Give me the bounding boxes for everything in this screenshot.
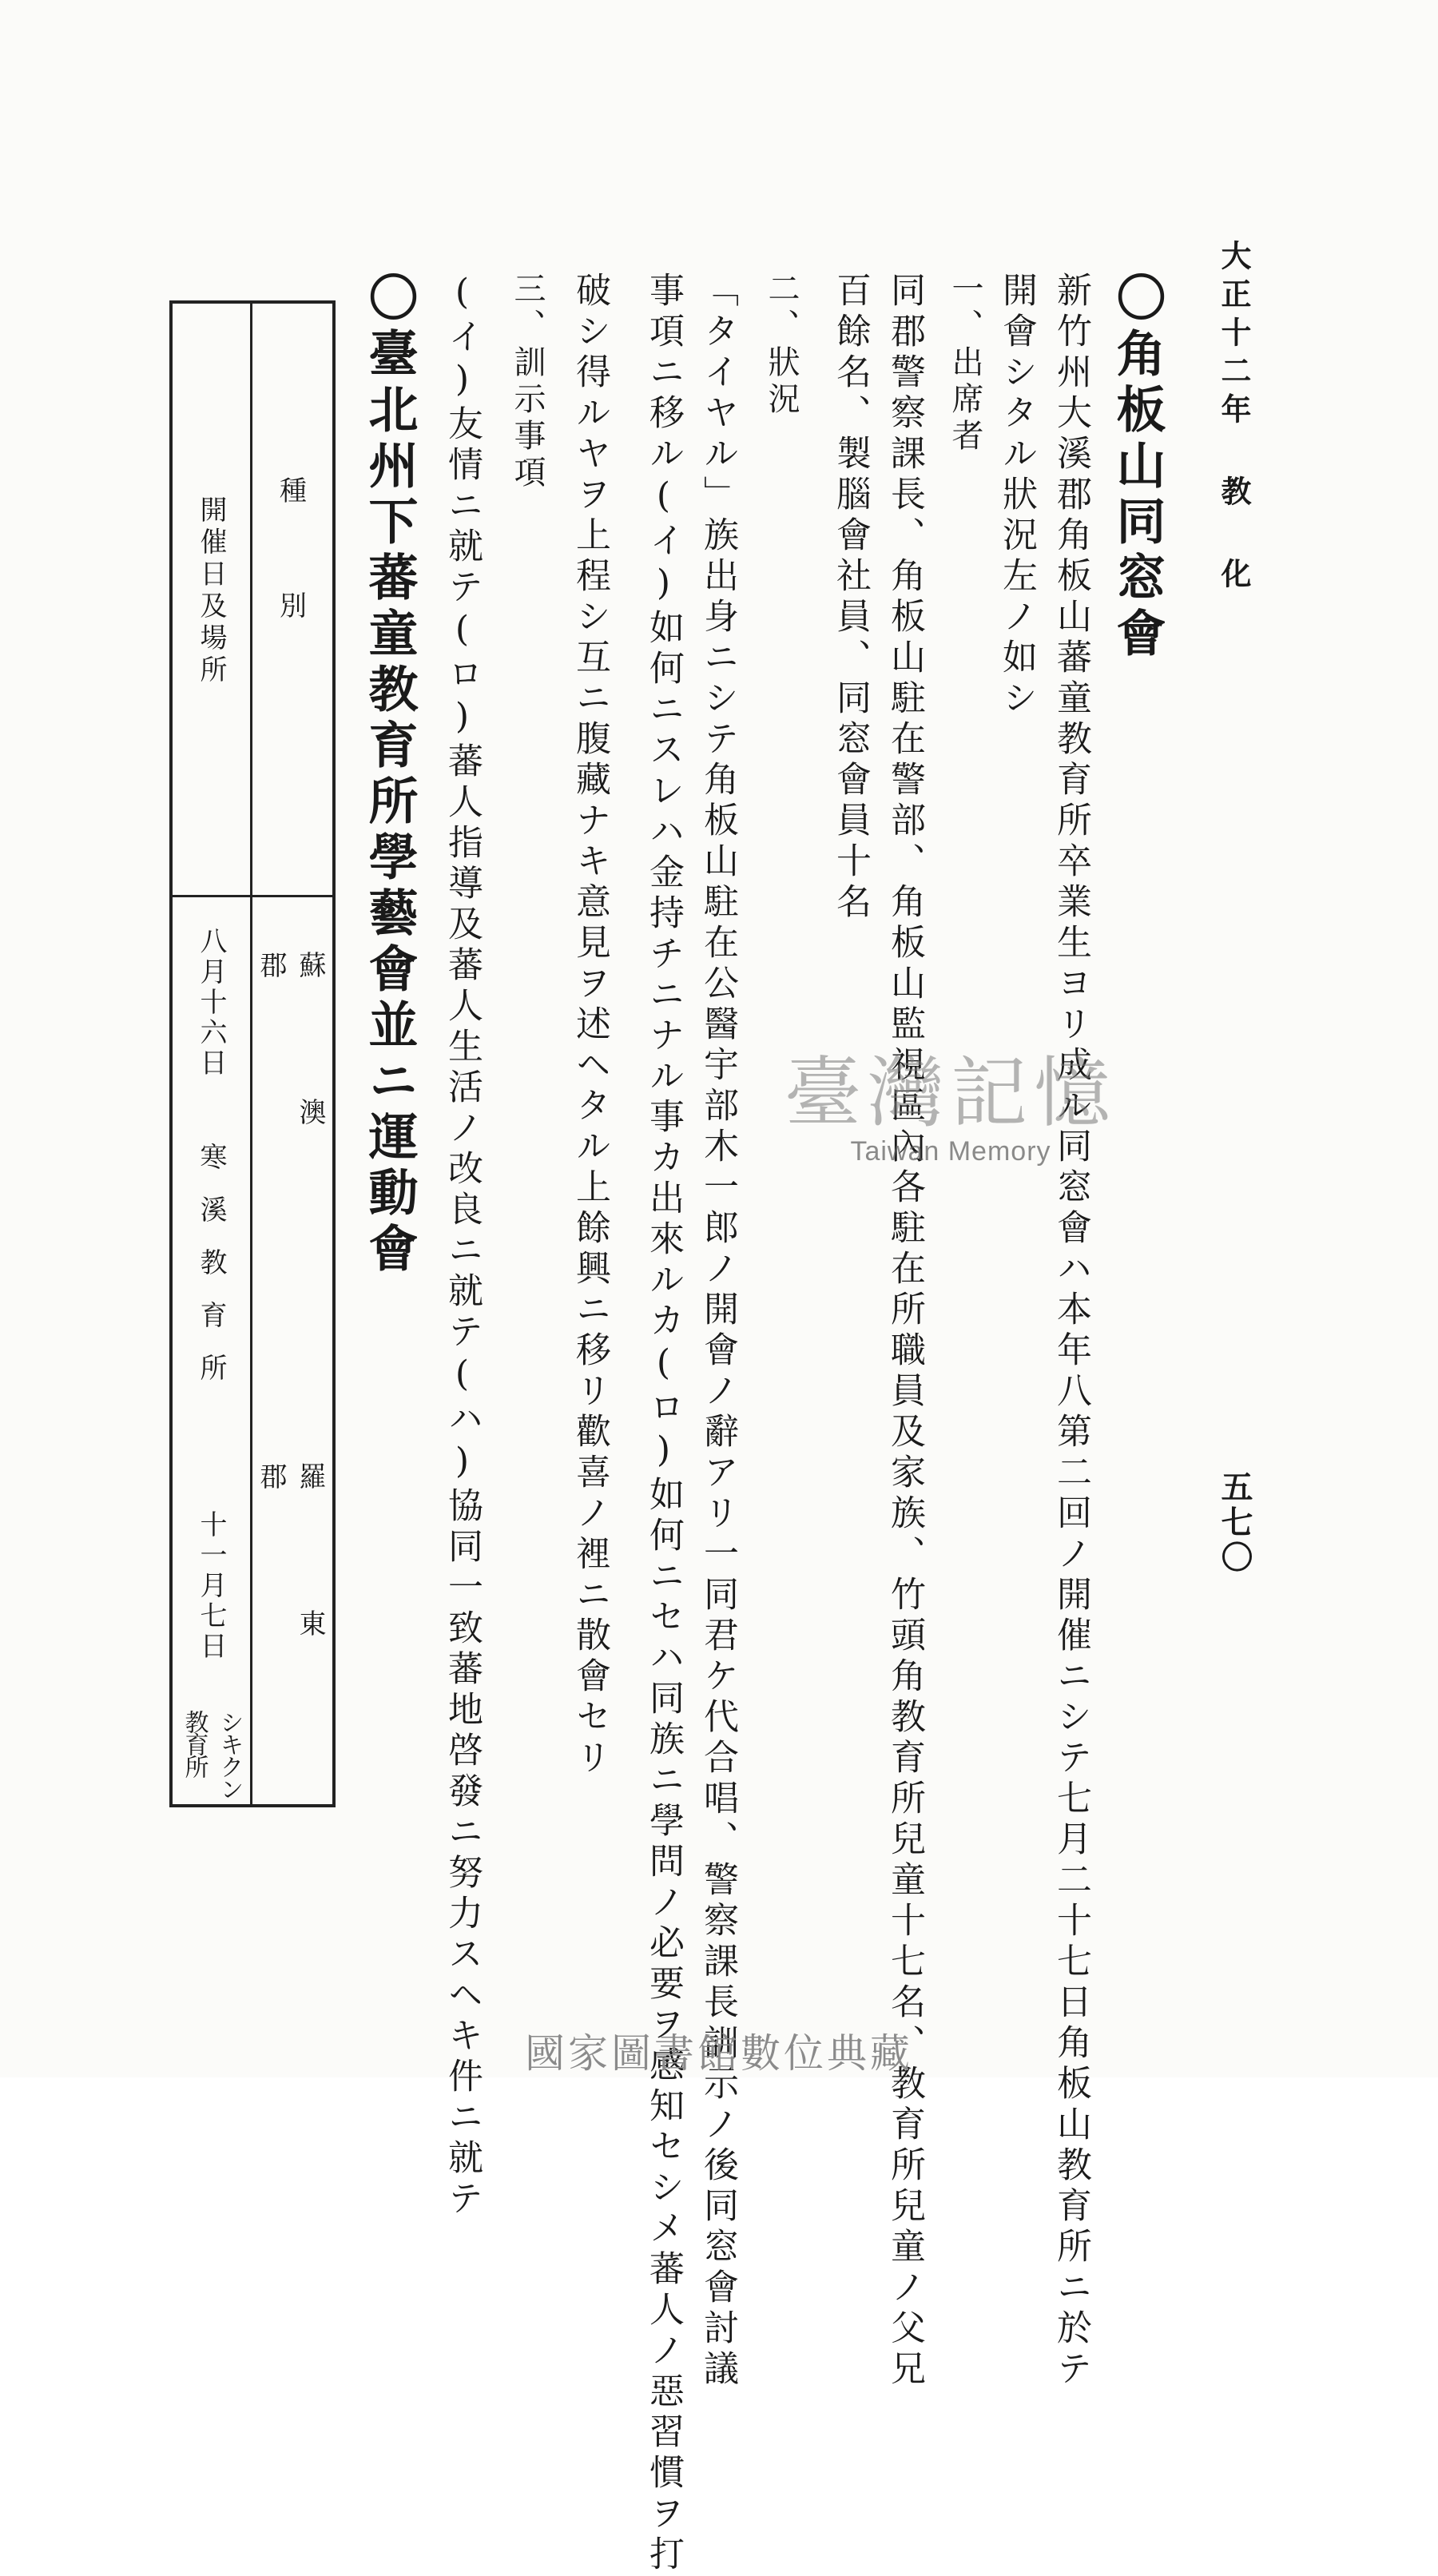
section-title-attendees: 一、出席者 xyxy=(947,272,983,455)
archive-footer: 國家圖書館數位典藏 xyxy=(525,2030,913,2077)
intro-line-1: 新竹州大溪郡角板山蕃童教育所卒業生ヨリ成ル同窓會ハ本年八第二回ノ開催ニシテ七月二十七日角板山教育所ニ於テ xyxy=(1051,272,1091,2391)
article-heading: 〇角板山同窓會 xyxy=(1108,272,1166,663)
article2-heading: 〇臺北州下蕃童教育所學藝會並ニ運動會 xyxy=(360,272,419,1278)
table-header-type: 種別 xyxy=(274,476,307,706)
situation-line-3: 破シ得ルヤヲ上程シ互ニ腹藏ナキ意見ヲ述ヘタル上餘興ニ移リ歡喜ノ裡ニ散會セリ xyxy=(570,272,610,1779)
attendees-line-1: 同郡警察課長、角板山駐在警部、角板山監視區內各駐在所職員及家族、竹頭角教育所兒童十七名、教育所兒童ノ父兄 xyxy=(884,272,925,2391)
events-table xyxy=(169,300,336,1807)
section-title-instructions: 三、訓示事項 xyxy=(509,272,546,492)
table-cell-place-1: 寒溪教育所 xyxy=(195,1143,227,1406)
table-cell-place-2: シキクン教育所 xyxy=(180,1710,244,1799)
intro-line-2: 開會シタル狀況左ノ如シ xyxy=(996,272,1037,720)
table-cell-type-1: 蘇澳郡 xyxy=(255,951,326,1245)
watermark-subtitle: Taiwan Memory xyxy=(850,1136,1051,1167)
running-head: 大正十二年 教 化 xyxy=(1216,240,1252,596)
page-number: 五七〇 xyxy=(1216,1470,1253,1576)
table-cell-date-2: 十一月七日 xyxy=(195,1510,227,1662)
taiwan-memory-watermark xyxy=(743,1048,1158,1183)
table-cell-date-1: 八月十六日 xyxy=(195,927,227,1079)
table-column-type xyxy=(249,304,332,1804)
section-title-situation: 二、狀況 xyxy=(763,272,800,419)
attendees-line-2: 百餘名、製腦會社員、同窓會員十名 xyxy=(830,272,871,924)
table-cell-type-2: 羅東郡 xyxy=(255,1462,326,1756)
table-header-date-place: 開催日及場所 xyxy=(195,495,227,687)
situation-line-2: 事項ニ移ル(イ)如何ニスレハ金持チニナル事カ出來ルカ(ロ)如何ニセハ同族ニ學問ノ必要ヲ感知セシメ蕃人ノ惡習慣ヲ打 xyxy=(643,272,684,2576)
instructions-line-1: (イ)友情ニ就テ(ロ)蕃人指導及蕃人生活ノ改良ニ就テ(ハ)協同一致蕃地啓發ニ努力スヘキ件ニ就テ xyxy=(442,272,483,2220)
table-column-date-place xyxy=(173,304,252,1804)
situation-line-1: 「タイヤル」族出身ニシテ角板山駐在公醫宇部木一郎ノ開會ノ辭アリ一同君ケ代合唱、警察課長訓示ノ後同窓會討議 xyxy=(697,272,738,2391)
watermark-title: 臺灣記憶 xyxy=(785,1048,1117,1138)
